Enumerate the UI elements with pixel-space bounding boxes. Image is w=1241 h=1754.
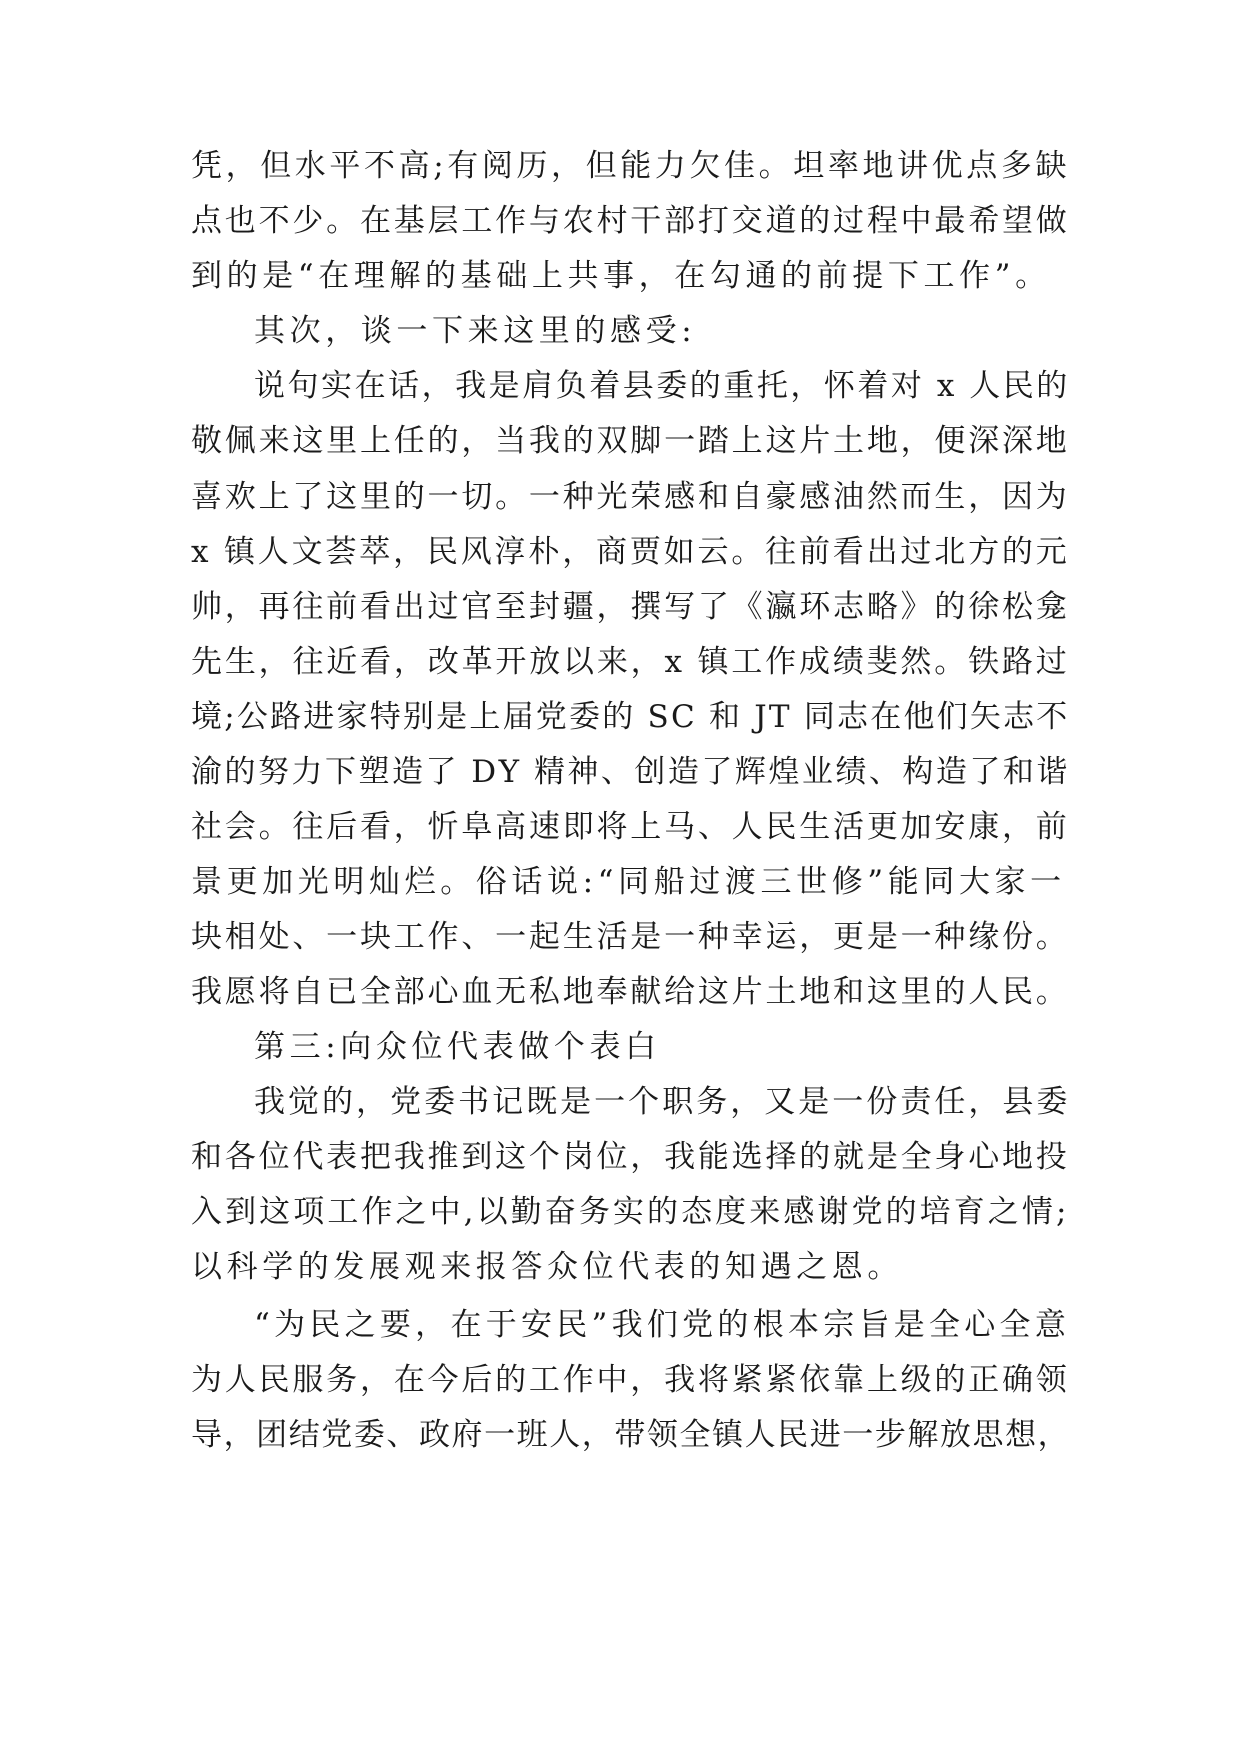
text-line: 社会。往后看，忻阜高速即将上马、人民生活更加安康，前 [191,809,1070,845]
text-line: 渝的努力下塑造了 DY 精神、创造了辉煌业绩、构造了和谐 [191,754,1070,790]
text-line: 导，团结党委、政府一班人，带领全镇人民进一步解放思想， [191,1417,1071,1453]
text-line: 帅，再往前看出过官至封疆，撰写了《瀛环志略》的徐松龛 [191,589,1070,625]
text-line: 到的是“在理解的基础上共事，在勾通的前提下工作”。 [191,258,1051,294]
text-line: 凭，但水平不高;有阅历，但能力欠佳。坦率地讲优点多缺 [191,148,1071,184]
text-line: 以科学的发展观来报答众位代表的知遇之恩。 [191,1249,903,1285]
text-line: 其次，谈一下来这里的感受: [254,313,697,349]
text-line: 为人民服务，在今后的工作中，我将紧紧依靠上级的正确领 [191,1362,1070,1398]
text-line: 我觉的，党委书记既是一个职务，又是一份责任，县委 [254,1084,1071,1120]
text-line: 入到这项工作之中,以勤奋务实的态度来感谢党的培育之情; [191,1194,1070,1230]
text-line: 和各位代表把我推到这个岗位，我能选择的就是全身心地投 [191,1139,1070,1175]
text-line: 说句实在话，我是肩负着县委的重托，怀着对 x 人民的 [254,368,1070,404]
text-line: 点也不少。在基层工作与农村干部打交道的过程中最希望做 [191,203,1070,239]
text-line: “为民之要，在于安民”我们党的根本宗旨是全心全意 [254,1307,1071,1343]
text-line: 我愿将自已全部心血无私地奉献给这片土地和这里的人民。 [191,974,1070,1010]
text-line: 块相处、一块工作、一起生活是一种幸运，更是一种缘份。 [191,919,1070,955]
text-line: 第三:向众位代表做个表白 [254,1029,661,1065]
text-line: 喜欢上了这里的一切。一种光荣感和自豪感油然而生，因为 [191,479,1070,515]
text-line: 境;公路进家特别是上届党委的 SC 和 JT 同志在他们矢志不 [191,699,1070,735]
text-line: 景更加光明灿烂。俗话说:“同船过渡三世修”能同大家一 [191,864,1066,900]
text-line: 先生，往近看，改革开放以来，x 镇工作成绩斐然。铁路过 [191,644,1070,680]
text-line: x 镇人文荟萃，民风淳朴，商贾如云。往前看出过北方的元 [191,534,1070,570]
text-line: 敬佩来这里上任的，当我的双脚一踏上这片土地，便深深地 [191,423,1070,459]
